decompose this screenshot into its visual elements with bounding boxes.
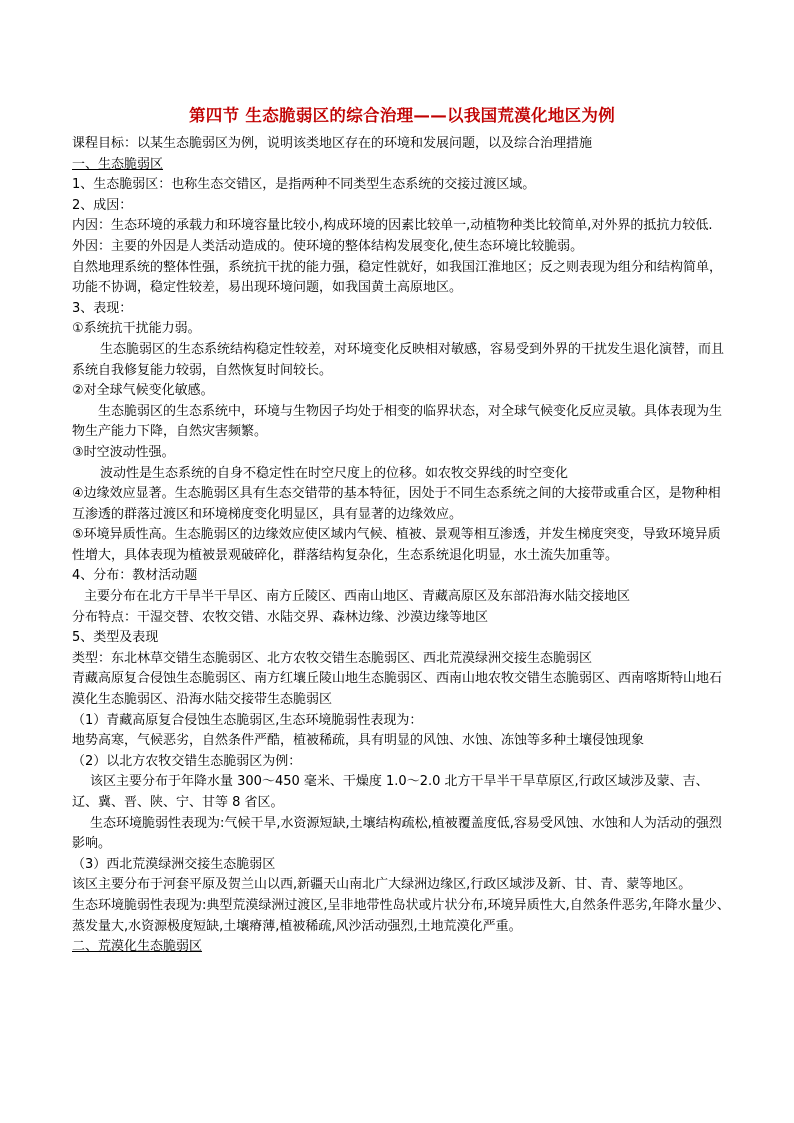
- section-heading-1: 一、生态脆弱区: [72, 156, 164, 172]
- causes-heading: 2、成因：: [72, 197, 133, 213]
- types-line-1: 类型：东北林草交错生态脆弱区、北方农牧交错生态脆弱区、西北荒漠绿洲交接生态脆弱区: [72, 650, 593, 666]
- type-3-heading: （3）西北荒漠绿洲交接生态脆弱区: [72, 856, 276, 872]
- distribution-areas: 主要分布在北方干旱半干旱区、南方丘陵区、西南山地区、青藏高原区及东部沿海水陆交接地区: [84, 589, 631, 605]
- type-3-fragility: 生态环境脆弱性表现为:典型荒漠绿洲过渡区,呈非地带性岛状或片状分布,环境异质性大,自然条件恶劣,年降水量少、蒸发量大,水资源极度短缺,土壤瘠薄,植被稀疏,风沙活动强烈,土地荒漠化严重。: [72, 897, 730, 934]
- type-2-heading: （2）以北方农牧交错生态脆弱区为例：: [72, 753, 302, 769]
- point-1-paragraph: 生态脆弱区的生态系统结构稳定性较差，对环境变化反映相对敏感，容易受到外界的干扰发生退化演替，而且系统自我修复能力较弱，自然恢复时间较长。: [72, 341, 725, 378]
- point-2-heading: ②对全球气候变化敏感。: [72, 383, 214, 399]
- internal-cause-paragraph: 内因：生态环境的承载力和环境容量比较小,构成环境的因素比较单一,动植物种类比较简单,对外界的抵抗力较低.: [72, 218, 713, 234]
- point-1-heading: ①系统抗干扰能力弱。: [72, 321, 201, 337]
- document-page: [72, 104, 732, 958]
- course-objective: 课程目标：以某生态脆弱区为例，说明该类地区存在的环境和发展问题，以及综合治理措施: [72, 136, 593, 151]
- types-line-2: 青藏高原复合侵蚀生态脆弱区、南方红壤丘陵山地生态脆弱区、西南山地农牧交错生态脆弱区、西南喀斯特山地石漠化生态脆弱区、沿海水陆交接带生态脆弱区: [72, 671, 723, 708]
- distribution-features: 分布特点：干湿交替、农牧交错、水陆交界、森林边缘、沙漠边缘等地区: [72, 609, 489, 625]
- type-2-distribution: 该区主要分布于年降水量 300～450 毫米、干燥度 1.0～2.0 北方干旱半干旱草原区,行政区域涉及蒙、吉、辽、冀、晋、陕、宁、甘等 8 省区。: [72, 774, 709, 810]
- point-2-paragraph: 生态脆弱区的生态系统中，环境与生物因子均处于相变的临界状态，对全球气候变化反应灵敏。具体表现为生物生产能力下降，自然灾害频繁。: [72, 403, 723, 440]
- point-3-paragraph: 波动性是生态系统的自身不稳定性在时空尺度上的位移。如农牧交界线的时空变化: [100, 465, 569, 481]
- distribution-heading: 4、分布：教材活动题: [72, 568, 198, 584]
- point-4-paragraph: ④边缘效应显著。生态脆弱区具有生态交错带的基本特征，因处于不同生态系统之间的大接带或重合区，是物种相互渗透的群落过渡区和环境梯度变化明显区，具有显著的边缘效应。: [72, 486, 721, 522]
- type-3-distribution: 该区主要分布于河套平原及贺兰山以西,新疆天山南北广大绿洲边缘区,行政区域涉及新、甘、青、蒙等地区。: [72, 877, 692, 893]
- section-heading-2: 二、荒漠化生态脆弱区: [72, 939, 203, 955]
- type-2-fragility: 生态环境脆弱性表现为:气候干旱,水资源短缺,土壤结构疏松,植被覆盖度低,容易受风蚀、水蚀和人为活动的强烈影响。: [72, 815, 722, 852]
- point-5-paragraph: ⑤环境异质性高。生态脆弱区的边缘效应使区域内气候、植被、景观等相互渗透，并发生梯度突变，导致环境异质性增大，具体表现为植被景观破碎化，群落结构复杂化，生态系统退化明显，水土流失加重等。: [72, 527, 721, 563]
- integrity-paragraph: 自然地理系统的整体性强，系统抗干扰的能力强，稳定性就好，如我国江淮地区；反之则表现为组分和结构简单，功能不协调，稳定性较差，易出现环境问题，如我国黄土高原地区。: [72, 259, 723, 296]
- external-cause-paragraph: 外因：主要的外因是人类活动造成的。使环境的整体结构发展变化,使生态环境比较脆弱。: [72, 238, 584, 254]
- types-heading: 5、类型及表现: [72, 630, 159, 646]
- page-title: 第四节 生态脆弱区的综合治理——以我国荒漠化地区为例: [188, 106, 616, 125]
- definition-paragraph: 1、生态脆弱区：也称生态交错区，是指两种不同类型生态系统的交接过渡区域。: [72, 177, 536, 193]
- point-3-heading: ③时空波动性强。: [72, 444, 175, 460]
- manifestation-heading: 3、表现：: [72, 300, 133, 316]
- type-1-paragraph: 地势高寒，气候恶劣，自然条件严酷，植被稀疏，具有明显的风蚀、水蚀、冻蚀等多种土壤侵蚀现象: [72, 733, 645, 749]
- type-1-heading: （1）青藏高原复合侵蚀生态脆弱区,生态环境脆弱性表现为：: [72, 712, 423, 728]
